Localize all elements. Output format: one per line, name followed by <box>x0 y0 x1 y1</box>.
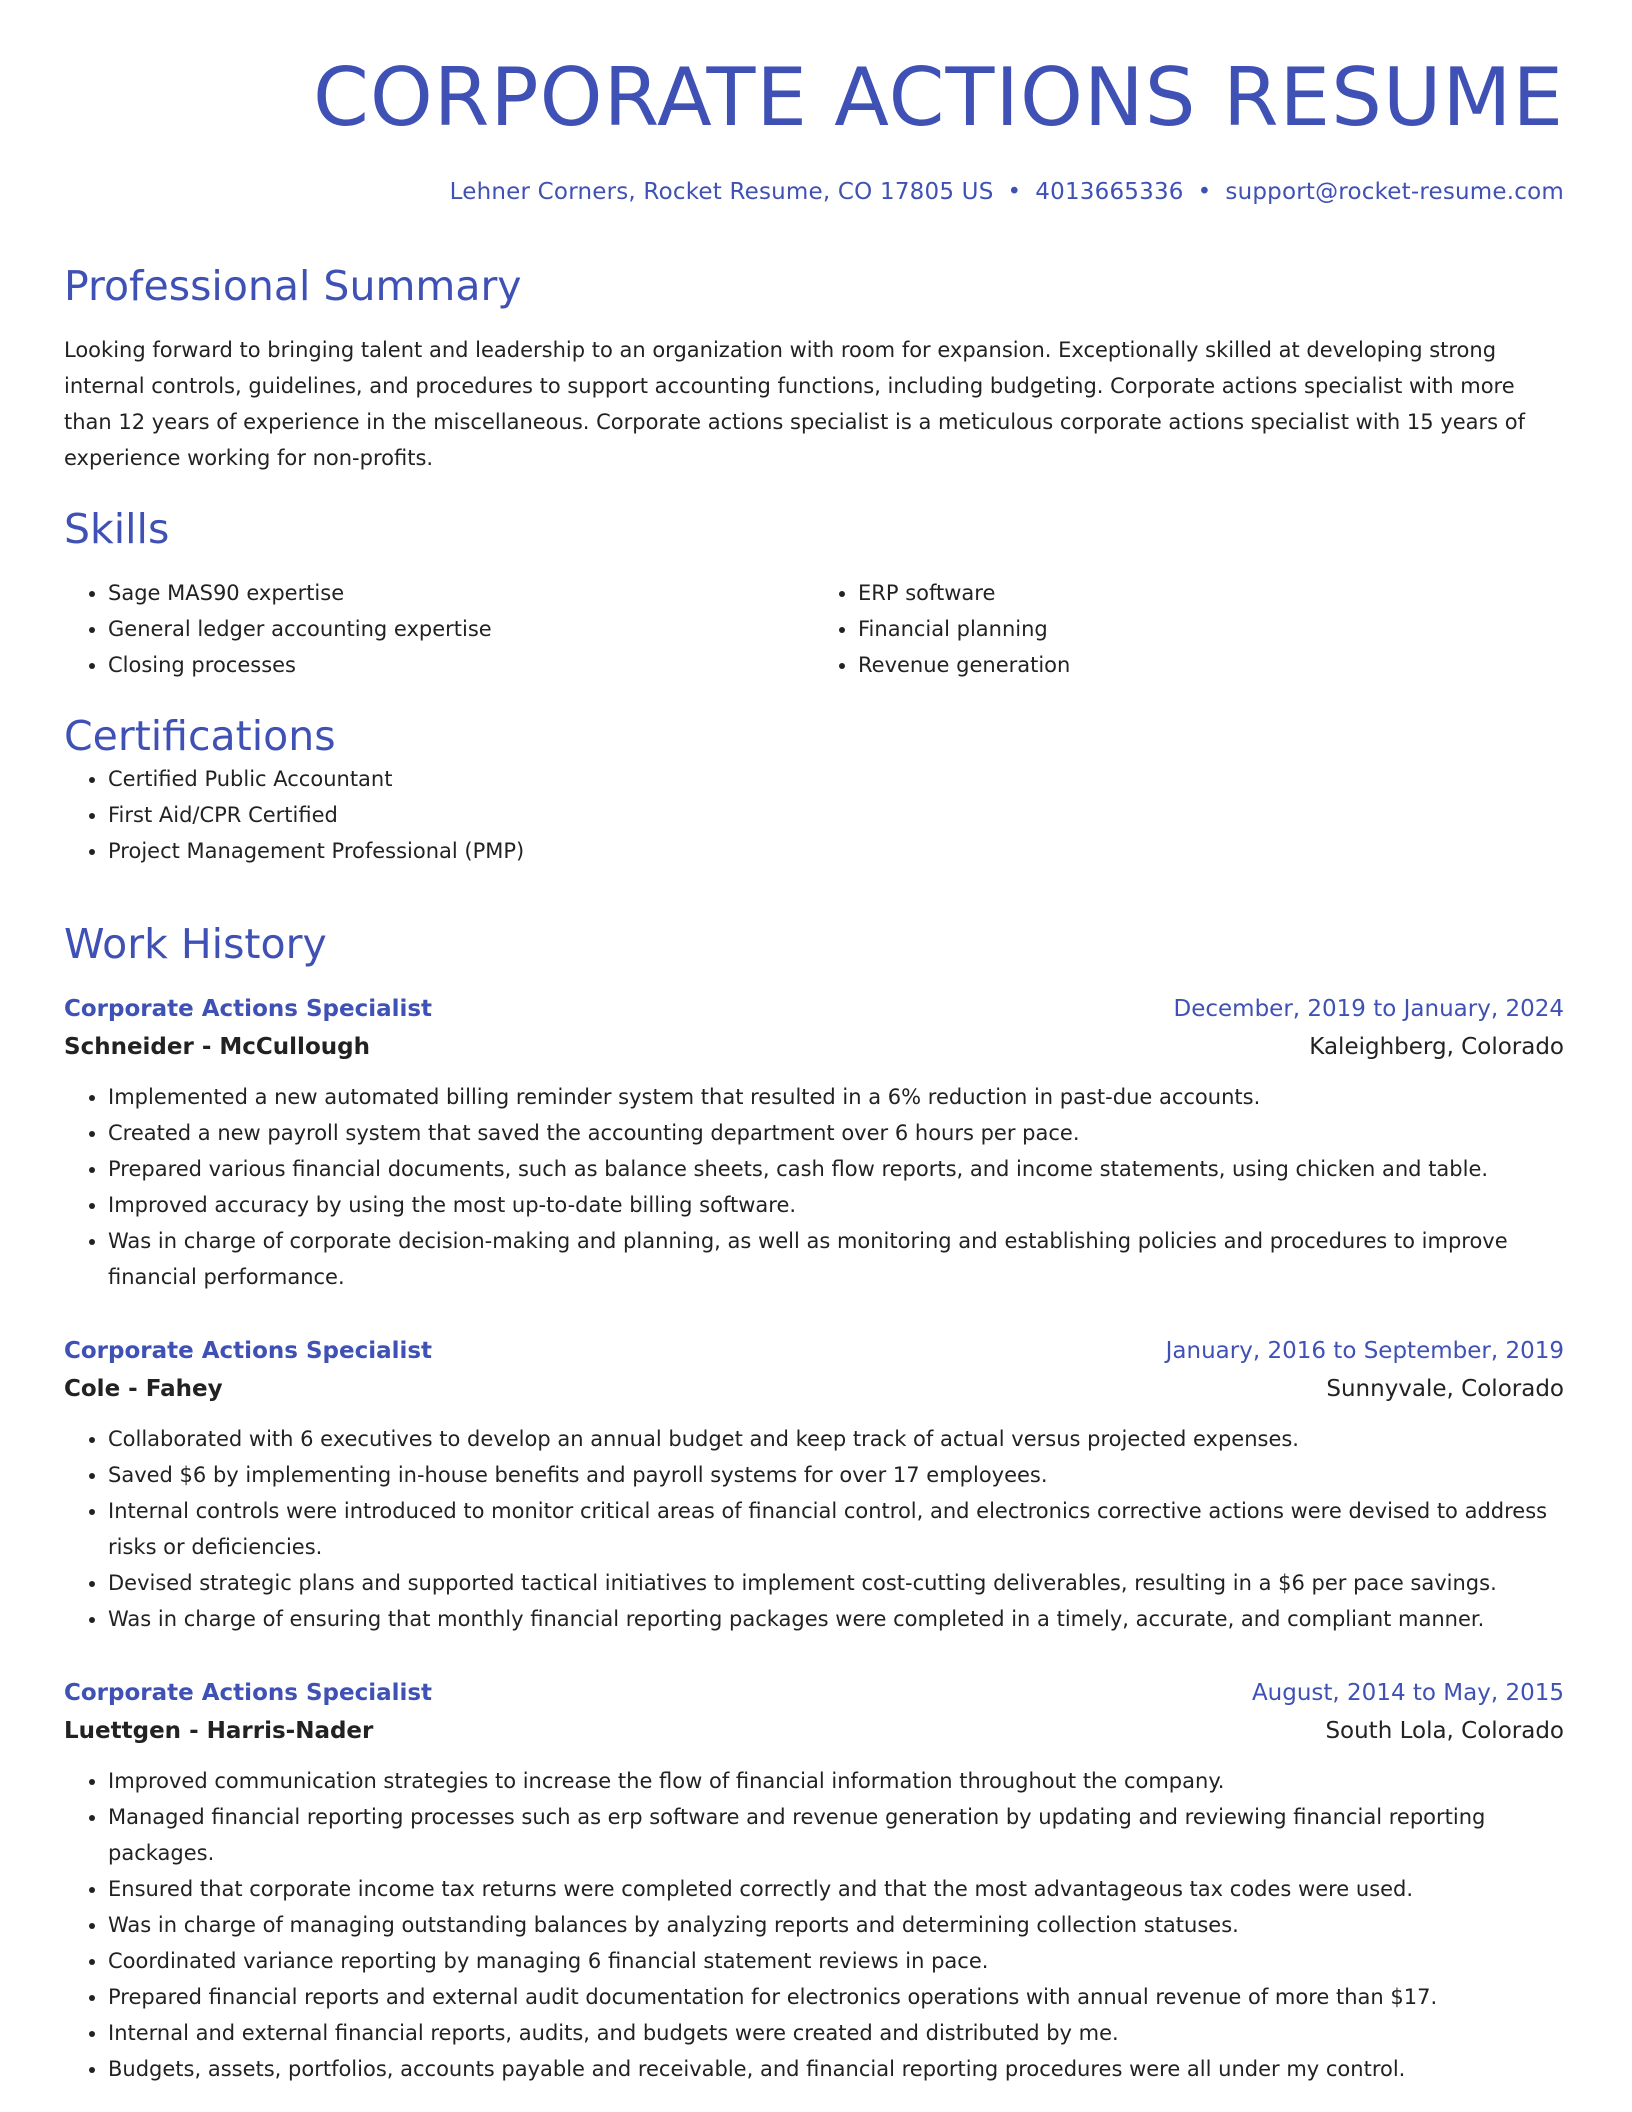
skill-item: • Closing processes <box>108 647 814 683</box>
job-dates: January, 2016 to September, 2019 <box>1165 1338 1564 1364</box>
work-history-section <box>64 920 1564 969</box>
job-company: Cole - Fahey <box>64 1376 223 1402</box>
certifications-list <box>64 761 1564 869</box>
job-bullets <box>64 1079 1564 1295</box>
job-header-row <box>64 1332 1564 1370</box>
certifications-heading: Certifications <box>64 712 336 760</box>
job-bullet: • Prepared financial reports and external audit documentation for electronics operations with annual revenue of more than $17. <box>108 1979 1564 2015</box>
job-dates: December, 2019 to January, 2024 <box>1173 996 1564 1022</box>
job-company-row <box>64 1370 1564 1408</box>
job-bullet: • Improved communication strategies to increase the flow of financial information throughout the company. <box>108 1763 1564 1799</box>
job-entry <box>64 1332 1564 1637</box>
job-bullet: • Collaborated with 6 executives to develop an annual budget and keep track of actual versus projected expenses. <box>108 1421 1564 1457</box>
job-location: South Lola, Colorado <box>1325 1718 1564 1744</box>
job-company-row <box>64 1028 1564 1066</box>
job-bullet: • Created a new payroll system that saved the accounting department over 6 hours per pace. <box>108 1115 1564 1151</box>
skill-item: • Financial planning <box>858 611 1564 647</box>
job-bullet: • Internal and external financial reports, audits, and budgets were created and distributed by me. <box>108 2015 1564 2051</box>
job-entry <box>64 1674 1564 2087</box>
job-title: Corporate Actions Specialist <box>64 996 433 1022</box>
contact-email: support@rocket-resume.com <box>1225 179 1564 205</box>
summary-text: Looking forward to bringing talent and leadership to an organization with room for expansion. Exceptionally skilled at developing strong internal controls, guidelines, and procedures to support accounting functions, including budgeting. Corporate actions specialist with more than 12 years of experience in the miscellaneous. Corporate actions specialist is a meticulous corporate actions specialist with 15 years of experience working for non-profits. <box>64 338 1525 471</box>
certification-item: • First Aid/CPR Certified <box>108 797 1564 833</box>
skill-item: • General ledger accounting expertise <box>108 611 814 647</box>
contact-separator: • <box>1197 179 1212 205</box>
job-bullet: • Was in charge of managing outstanding balances by analyzing reports and determining collection statuses. <box>108 1907 1564 1943</box>
contact-line <box>450 179 1564 205</box>
job-bullets <box>64 1763 1564 2087</box>
job-company: Schneider - McCullough <box>64 1034 370 1060</box>
skill-item: • Revenue generation <box>858 647 1564 683</box>
certifications-section <box>64 712 1564 869</box>
summary-heading: Professional Summary <box>64 262 522 310</box>
job-bullet: • Saved $6 by implementing in-house benefits and payroll systems for over 17 employees. <box>108 1457 1564 1493</box>
job-bullet: • Was in charge of corporate decision-making and planning, as well as monitoring and establishing policies and procedures to improve financial performance. <box>108 1223 1564 1295</box>
job-entry <box>64 990 1564 1295</box>
job-bullet: • Devised strategic plans and supported tactical initiatives to implement cost-cutting deliverables, resulting in a $6 per pace savings. <box>108 1565 1564 1601</box>
job-bullet: • Was in charge of ensuring that monthly financial reporting packages were completed in a timely, accurate, and compliant manner. <box>108 1601 1564 1637</box>
contact-phone: 4013665336 <box>1035 179 1184 205</box>
job-bullet: • Implemented a new automated billing reminder system that resulted in a 6% reduction in past-due accounts. <box>108 1079 1564 1115</box>
skills-list-right <box>814 575 1564 683</box>
certification-item: • Project Management Professional (PMP) <box>108 833 1564 869</box>
resume-title: CORPORATE ACTIONS RESUME <box>312 51 1564 144</box>
job-location: Kaleighberg, Colorado <box>1309 1034 1564 1060</box>
skills-heading: Skills <box>64 505 170 553</box>
skills-columns <box>64 575 1564 683</box>
job-bullet: • Prepared various financial documents, such as balance sheets, cash flow reports, and income statements, using chicken and table. <box>108 1151 1564 1187</box>
job-location: Sunnyvale, Colorado <box>1326 1376 1564 1402</box>
skills-list-left <box>64 575 814 683</box>
contact-separator: • <box>1007 179 1022 205</box>
certification-item: • Certified Public Accountant <box>108 761 1564 797</box>
job-company-row <box>64 1712 1564 1750</box>
job-company: Luettgen - Harris-Nader <box>64 1718 374 1744</box>
job-bullet: • Internal controls were introduced to monitor critical areas of financial control, and electronics corrective actions were devised to address risks or deficiencies. <box>108 1493 1564 1565</box>
job-dates: August, 2014 to May, 2015 <box>1251 1680 1564 1706</box>
job-bullets <box>64 1421 1564 1637</box>
job-bullet: • Improved accuracy by using the most up-to-date billing software. <box>108 1187 1564 1223</box>
skill-item: • ERP software <box>858 575 1564 611</box>
job-header-row <box>64 990 1564 1028</box>
summary-section <box>64 262 1564 476</box>
job-title: Corporate Actions Specialist <box>64 1338 433 1364</box>
job-header-row <box>64 1674 1564 1712</box>
work-history-heading: Work History <box>64 920 327 968</box>
job-bullet: • Budgets, assets, portfolios, accounts payable and receivable, and financial reporting procedures were all under my control. <box>108 2051 1564 2087</box>
job-bullet: • Managed financial reporting processes such as erp software and revenue generation by updating and reviewing financial reporting packages. <box>108 1799 1564 1871</box>
contact-address: Lehner Corners, Rocket Resume, CO 17805 US <box>449 179 994 205</box>
skills-section <box>64 505 1564 683</box>
job-bullet: • Coordinated variance reporting by managing 6 financial statement reviews in pace. <box>108 1943 1564 1979</box>
job-bullet: • Ensured that corporate income tax returns were completed correctly and that the most advantageous tax codes were used. <box>108 1871 1564 1907</box>
job-title: Corporate Actions Specialist <box>64 1680 433 1706</box>
skill-item: • Sage MAS90 expertise <box>108 575 814 611</box>
